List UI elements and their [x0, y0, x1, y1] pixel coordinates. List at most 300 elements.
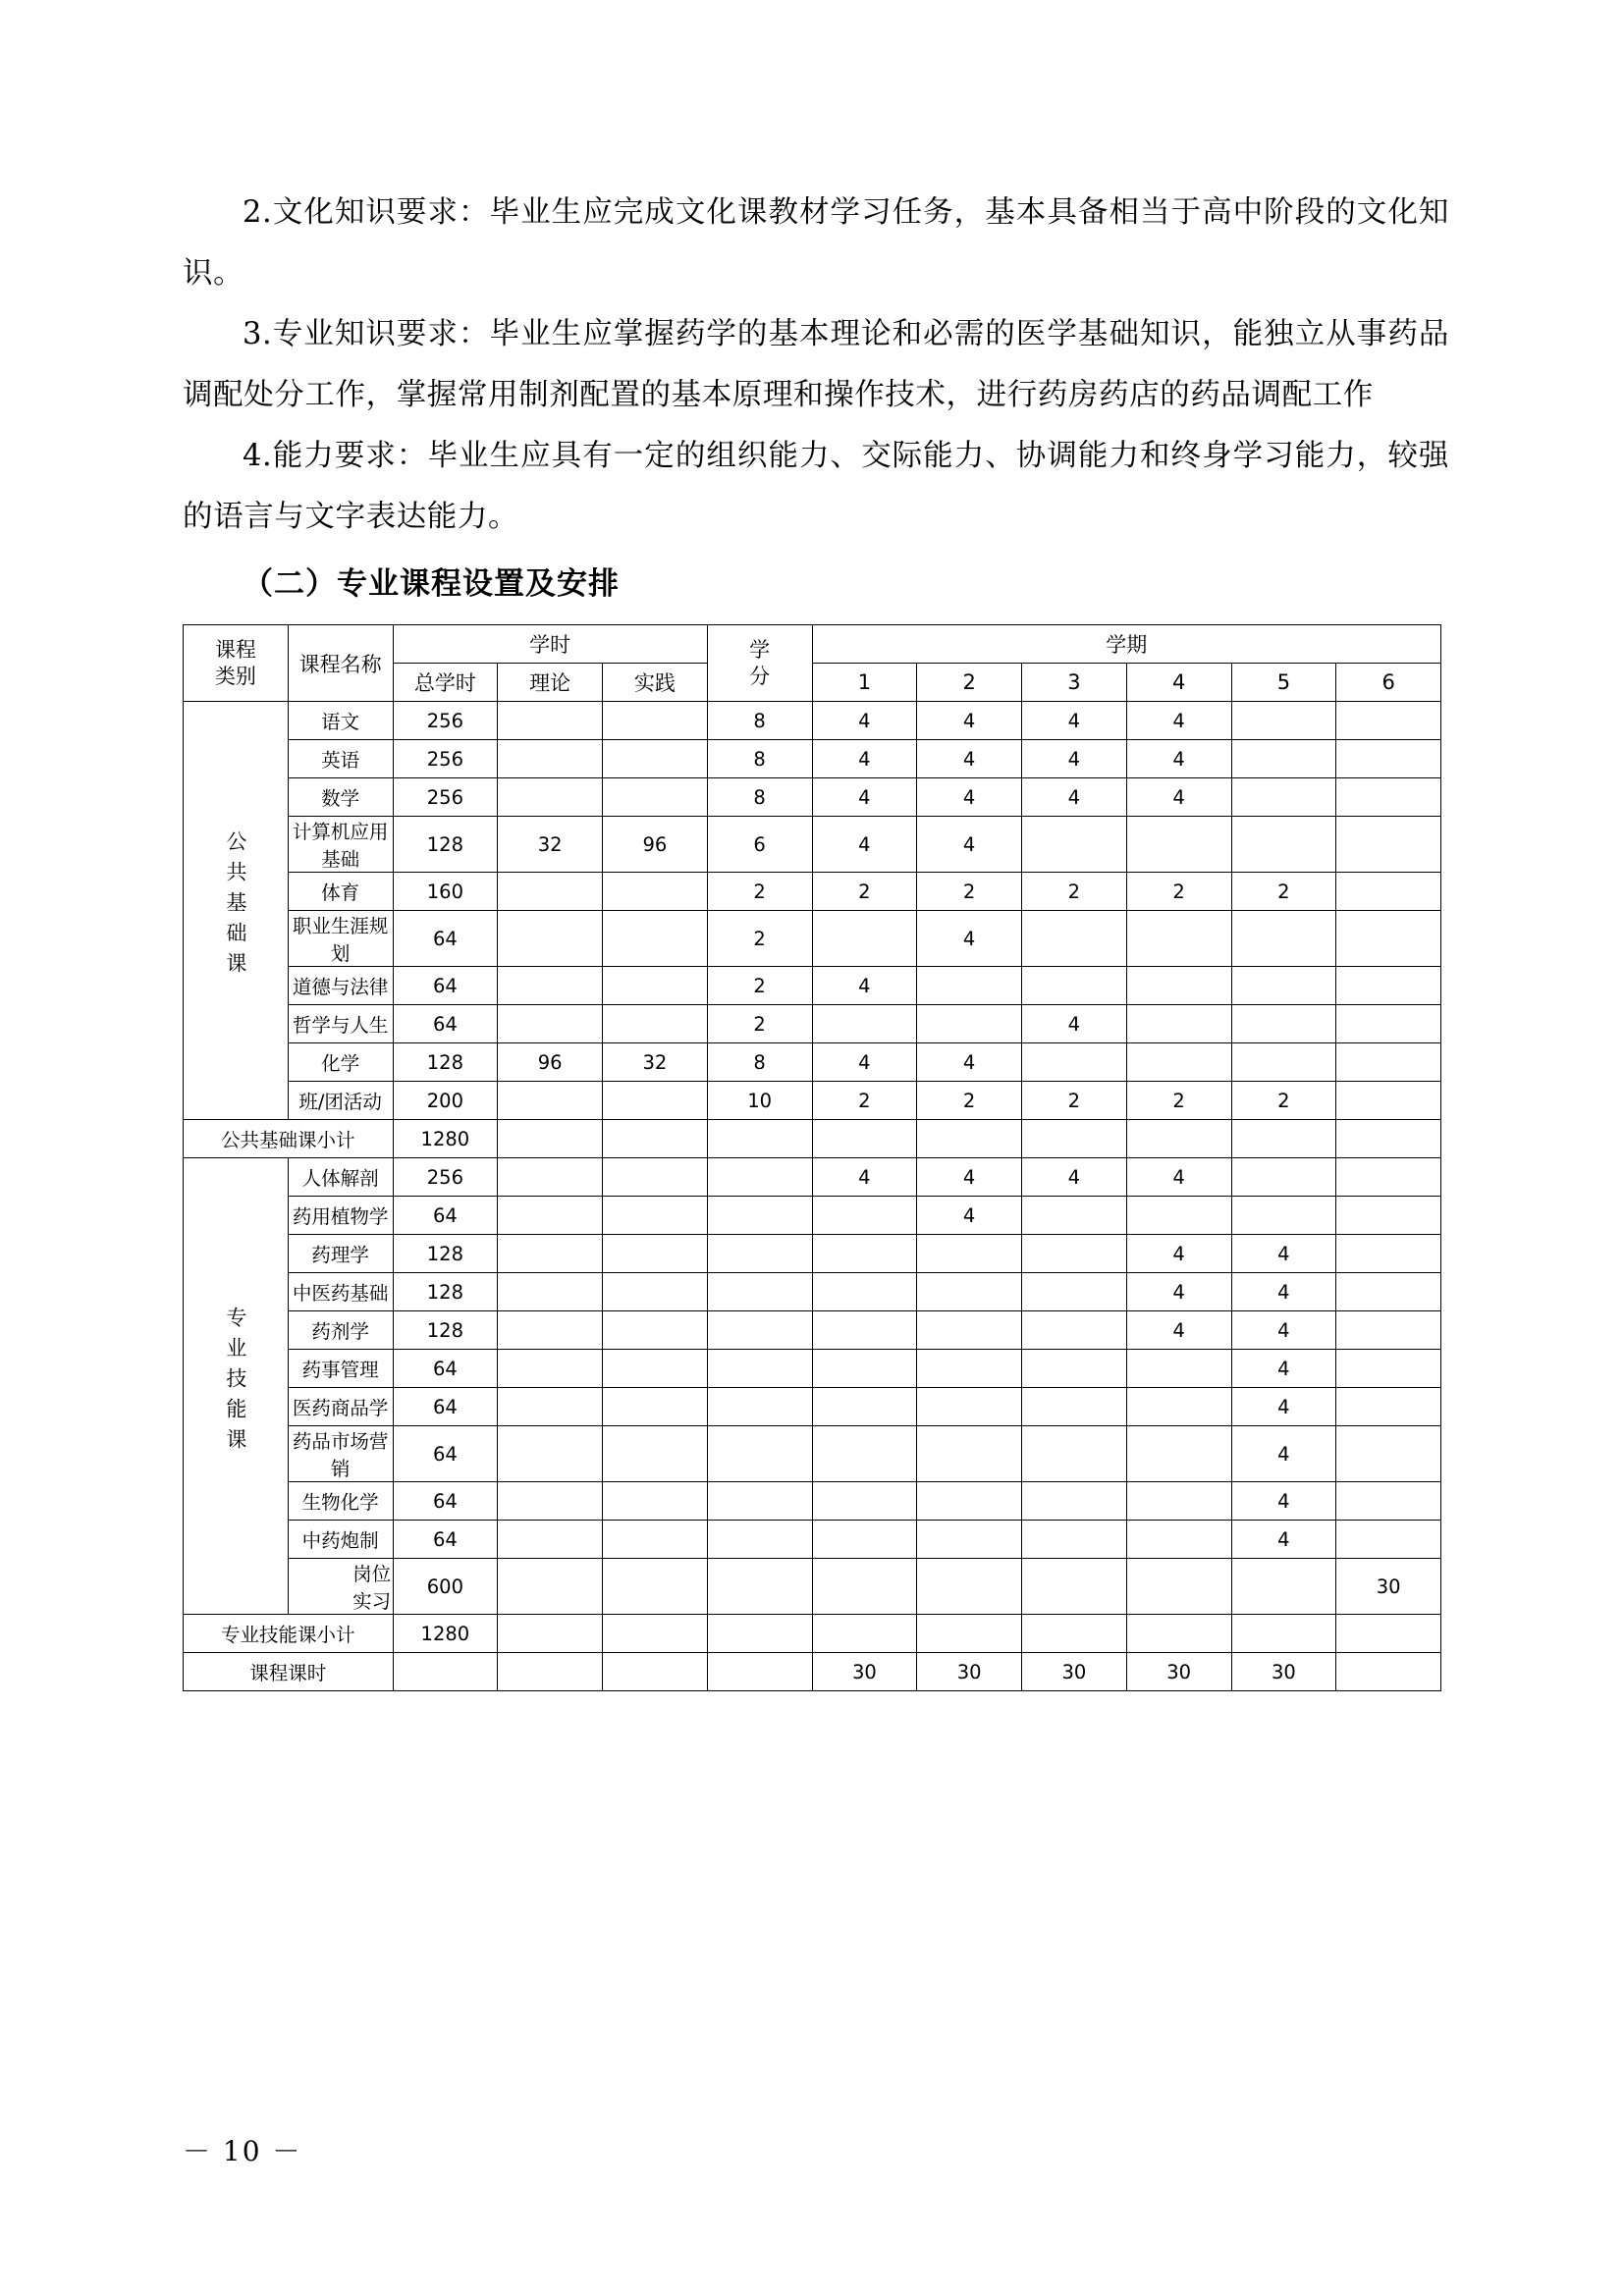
term-1-cell	[812, 1521, 917, 1559]
hours-total-cell: 64	[393, 1005, 498, 1043]
table-row	[184, 1082, 1441, 1120]
table-row	[184, 1197, 1441, 1235]
term-6-cell	[1336, 1388, 1441, 1426]
subtotal-hours-total-cell: 1280	[393, 1615, 498, 1653]
term-2-cell	[917, 1350, 1022, 1388]
subtotal-credit-cell	[707, 1120, 812, 1158]
hours-practice-cell	[603, 778, 708, 817]
term-3-cell	[1022, 1482, 1127, 1521]
table-row	[184, 1482, 1441, 1521]
header-category	[184, 625, 289, 702]
term-3-cell: 4	[1022, 702, 1127, 740]
term-2-cell	[917, 1521, 1022, 1559]
course-name-cell: 岗位实习	[288, 1559, 393, 1615]
term-2-cell	[917, 1311, 1022, 1350]
footer-term-6-cell	[1336, 1653, 1441, 1691]
subtotal-term-6-cell	[1336, 1615, 1441, 1653]
hours-practice-cell	[603, 1521, 708, 1559]
header-course-name: 课程名称	[288, 625, 393, 702]
term-2-cell: 2	[917, 873, 1022, 911]
hours-theory-cell	[498, 1388, 603, 1426]
term-3-cell	[1022, 1311, 1127, 1350]
hours-practice-cell	[603, 1350, 708, 1388]
table-row	[184, 1311, 1441, 1350]
hours-total-cell: 200	[393, 1082, 498, 1120]
table-row	[184, 1235, 1441, 1273]
course-name-cell: 药品市场营销	[288, 1426, 393, 1482]
table-header-row-1	[184, 625, 1441, 664]
term-2-cell: 4	[917, 911, 1022, 967]
term-2-cell: 4	[917, 1197, 1022, 1235]
hours-practice-cell	[603, 702, 708, 740]
hours-practice-cell	[603, 740, 708, 778]
term-1-cell: 4	[812, 740, 917, 778]
table-body	[184, 702, 1441, 1691]
header-term-1: 1	[812, 664, 917, 702]
section-heading: （二）专业课程设置及安排	[243, 566, 620, 602]
subtotal-term-3-cell	[1022, 1120, 1127, 1158]
course-name-cell: 哲学与人生	[288, 1005, 393, 1043]
category-cell-2	[184, 1158, 289, 1615]
hours-theory-cell	[498, 1235, 603, 1273]
term-5-cell	[1231, 1559, 1336, 1615]
term-2-cell	[917, 1426, 1022, 1482]
footer-term-3-cell: 30	[1022, 1653, 1127, 1691]
credit-cell: 2	[707, 911, 812, 967]
table-row	[184, 1350, 1441, 1388]
term-4-cell	[1126, 1559, 1231, 1615]
hours-practice-cell: 32	[603, 1043, 708, 1082]
credit-cell	[707, 1426, 812, 1482]
hours-practice-cell	[603, 911, 708, 967]
term-1-cell: 4	[812, 1043, 917, 1082]
term-5-cell: 2	[1231, 873, 1336, 911]
term-1-cell	[812, 1311, 917, 1350]
header-credit-line1: 学	[749, 637, 771, 662]
term-6-cell	[1336, 740, 1441, 778]
term-2-cell: 4	[917, 702, 1022, 740]
term-4-cell	[1126, 1426, 1231, 1482]
credit-cell	[707, 1197, 812, 1235]
term-4-cell: 4	[1126, 778, 1231, 817]
subtotal-hours-theory-cell	[498, 1120, 603, 1158]
hours-practice-cell	[603, 1311, 708, 1350]
term-3-cell	[1022, 1426, 1127, 1482]
hours-theory-cell	[498, 1273, 603, 1311]
term-4-cell: 4	[1126, 740, 1231, 778]
term-6-cell	[1336, 1082, 1441, 1120]
table-row	[184, 740, 1441, 778]
term-6-cell	[1336, 1273, 1441, 1311]
term-5-cell: 4	[1231, 1311, 1336, 1350]
header-term-5: 5	[1231, 664, 1336, 702]
table-row	[184, 778, 1441, 817]
term-4-cell	[1126, 1350, 1231, 1388]
category-label: 专业技能课	[223, 1306, 247, 1459]
table-row	[184, 1388, 1441, 1426]
term-3-cell: 4	[1022, 1005, 1127, 1043]
hours-theory-cell	[498, 1082, 603, 1120]
credit-cell: 2	[707, 967, 812, 1005]
term-1-cell	[812, 1197, 917, 1235]
term-1-cell	[812, 911, 917, 967]
subtotal-hours-total-cell: 1280	[393, 1120, 498, 1158]
hours-practice-cell	[603, 1005, 708, 1043]
header-category-line2: 类别	[214, 664, 256, 688]
hours-theory-cell	[498, 778, 603, 817]
term-4-cell	[1126, 911, 1231, 967]
paragraph-ability-requirements: 4.能力要求：毕业生应具有一定的组织能力、交际能力、协调能力和终身学习能力，较强的语言与文字表达能力。	[183, 439, 1449, 534]
term-6-cell	[1336, 1158, 1441, 1197]
term-3-cell: 2	[1022, 873, 1127, 911]
term-6-cell	[1336, 967, 1441, 1005]
course-name-cell: 化学	[288, 1043, 393, 1082]
course-name-cell: 语文	[288, 702, 393, 740]
hours-theory-cell	[498, 1158, 603, 1197]
subtotal-term-5-cell	[1231, 1615, 1336, 1653]
term-5-cell: 4	[1231, 1521, 1336, 1559]
term-5-cell: 4	[1231, 1235, 1336, 1273]
hours-total-cell: 256	[393, 740, 498, 778]
course-arrangement-table	[183, 624, 1441, 1691]
hours-total-cell: 128	[393, 1043, 498, 1082]
term-6-cell	[1336, 1521, 1441, 1559]
hours-theory-cell	[498, 1482, 603, 1521]
term-3-cell	[1022, 1521, 1127, 1559]
hours-practice-cell	[603, 1482, 708, 1521]
subtotal-term-4-cell	[1126, 1615, 1231, 1653]
term-6-cell	[1336, 1350, 1441, 1388]
credit-cell	[707, 1521, 812, 1559]
header-term-3: 3	[1022, 664, 1127, 702]
term-1-cell	[812, 1005, 917, 1043]
hours-theory-cell	[498, 740, 603, 778]
hours-total-cell: 64	[393, 911, 498, 967]
table-row	[184, 911, 1441, 967]
term-2-cell: 4	[917, 817, 1022, 873]
term-2-cell	[917, 967, 1022, 1005]
credit-cell: 10	[707, 1082, 812, 1120]
subtotal-term-6-cell	[1336, 1120, 1441, 1158]
term-3-cell	[1022, 1273, 1127, 1311]
header-term-6: 6	[1336, 664, 1441, 702]
table-row	[184, 1158, 1441, 1197]
credit-cell: 8	[707, 1043, 812, 1082]
term-6-cell	[1336, 1005, 1441, 1043]
course-name-cell: 药剂学	[288, 1311, 393, 1350]
term-1-cell: 4	[812, 967, 917, 1005]
table-footer-row	[184, 1653, 1441, 1691]
hours-theory-cell: 96	[498, 1043, 603, 1082]
term-6-cell	[1336, 702, 1441, 740]
table-row	[184, 1273, 1441, 1311]
hours-theory-cell	[498, 1311, 603, 1350]
hours-practice-cell	[603, 873, 708, 911]
hours-total-cell: 64	[393, 1350, 498, 1388]
footer-hours-total-cell	[393, 1653, 498, 1691]
subtotal-term-3-cell	[1022, 1615, 1127, 1653]
table-row	[184, 873, 1441, 911]
footer-term-2-cell: 30	[917, 1653, 1022, 1691]
subtotal-hours-theory-cell	[498, 1615, 603, 1653]
hours-theory-cell	[498, 1350, 603, 1388]
term-1-cell	[812, 1482, 917, 1521]
subtotal-label-cell: 公共基础课小计	[184, 1120, 394, 1158]
course-name-cell: 计算机应用基础	[288, 817, 393, 873]
term-6-cell	[1336, 1426, 1441, 1482]
subtotal-credit-cell	[707, 1615, 812, 1653]
term-2-cell	[917, 1235, 1022, 1273]
category-label: 公共基础课	[223, 830, 247, 983]
term-6-cell	[1336, 1235, 1441, 1273]
paragraph-cultural-knowledge: 2.文化知识要求：毕业生应完成文化课教材学习任务，基本具备相当于高中阶段的文化知识。	[183, 195, 1449, 291]
term-2-cell: 2	[917, 1082, 1022, 1120]
footer-term-4-cell: 30	[1126, 1653, 1231, 1691]
course-name-cell: 班/团活动	[288, 1082, 393, 1120]
table-row	[184, 1005, 1441, 1043]
header-hours-theory: 理论	[498, 664, 603, 702]
term-1-cell: 4	[812, 702, 917, 740]
table-row	[184, 817, 1441, 873]
term-1-cell: 4	[812, 817, 917, 873]
term-4-cell	[1126, 1197, 1231, 1235]
hours-practice-cell	[603, 1197, 708, 1235]
footer-hours-theory-cell	[498, 1653, 603, 1691]
term-3-cell	[1022, 1043, 1127, 1082]
term-4-cell: 2	[1126, 1082, 1231, 1120]
header-term-2: 2	[917, 664, 1022, 702]
term-3-cell	[1022, 911, 1127, 967]
subtotal-term-2-cell	[917, 1615, 1022, 1653]
term-3-cell	[1022, 1350, 1127, 1388]
term-2-cell: 4	[917, 1158, 1022, 1197]
header-credit	[707, 625, 812, 702]
term-2-cell	[917, 1273, 1022, 1311]
subtotal-term-1-cell	[812, 1615, 917, 1653]
term-6-cell	[1336, 1311, 1441, 1350]
term-5-cell	[1231, 1158, 1336, 1197]
subtotal-term-4-cell	[1126, 1120, 1231, 1158]
term-2-cell	[917, 1005, 1022, 1043]
hours-theory-cell	[498, 873, 603, 911]
footer-term-1-cell: 30	[812, 1653, 917, 1691]
footer-credit-cell	[707, 1653, 812, 1691]
hours-practice-cell	[603, 1388, 708, 1426]
term-1-cell: 4	[812, 778, 917, 817]
term-3-cell: 4	[1022, 778, 1127, 817]
paragraph-professional-knowledge: 3.专业知识要求：毕业生应掌握药学的基本理论和必需的医学基础知识，能独立从事药品调配处分工作，掌握常用制剂配置的基本原理和操作技术，进行药房药店的药品调配工作	[183, 317, 1449, 412]
term-6-cell	[1336, 778, 1441, 817]
term-5-cell	[1231, 740, 1336, 778]
table-subtotal-row	[184, 1615, 1441, 1653]
header-hours-group: 学时	[393, 625, 707, 664]
course-name-cell: 药理学	[288, 1235, 393, 1273]
subtotal-term-2-cell	[917, 1120, 1022, 1158]
course-name-cell: 数学	[288, 778, 393, 817]
table-subtotal-row	[184, 1120, 1441, 1158]
table-row	[184, 702, 1441, 740]
course-name-cell: 英语	[288, 740, 393, 778]
term-5-cell	[1231, 817, 1336, 873]
term-5-cell: 2	[1231, 1082, 1336, 1120]
term-1-cell: 2	[812, 1082, 917, 1120]
hours-practice-cell	[603, 967, 708, 1005]
term-4-cell: 4	[1126, 1273, 1231, 1311]
term-2-cell	[917, 1482, 1022, 1521]
credit-cell	[707, 1559, 812, 1615]
term-6-cell	[1336, 1043, 1441, 1082]
hours-total-cell: 128	[393, 817, 498, 873]
term-4-cell	[1126, 1388, 1231, 1426]
table-row	[184, 1426, 1441, 1482]
hours-total-cell: 256	[393, 1158, 498, 1197]
term-5-cell	[1231, 1043, 1336, 1082]
term-2-cell: 4	[917, 740, 1022, 778]
term-3-cell	[1022, 817, 1127, 873]
hours-total-cell: 256	[393, 778, 498, 817]
header-hours-total: 总学时	[393, 664, 498, 702]
hours-practice-cell	[603, 1235, 708, 1273]
hours-theory-cell	[498, 1559, 603, 1615]
term-5-cell: 4	[1231, 1482, 1336, 1521]
term-5-cell: 4	[1231, 1426, 1336, 1482]
credit-cell	[707, 1482, 812, 1521]
term-4-cell: 4	[1126, 702, 1231, 740]
table-row	[184, 1521, 1441, 1559]
hours-theory-cell	[498, 967, 603, 1005]
term-1-cell	[812, 1426, 917, 1482]
credit-cell: 2	[707, 873, 812, 911]
term-5-cell	[1231, 967, 1336, 1005]
term-4-cell	[1126, 1482, 1231, 1521]
term-5-cell: 4	[1231, 1350, 1336, 1388]
term-1-cell	[812, 1388, 917, 1426]
table-row	[184, 967, 1441, 1005]
hours-total-cell: 600	[393, 1559, 498, 1615]
header-hours-practice: 实践	[603, 664, 708, 702]
credit-cell: 2	[707, 1005, 812, 1043]
course-name-cell: 道德与法律	[288, 967, 393, 1005]
table-row	[184, 1559, 1441, 1615]
table-row	[184, 1043, 1441, 1082]
term-3-cell: 4	[1022, 740, 1127, 778]
hours-practice-cell	[603, 1273, 708, 1311]
term-2-cell: 4	[917, 1043, 1022, 1082]
hours-total-cell: 256	[393, 702, 498, 740]
course-name-cell: 中药炮制	[288, 1521, 393, 1559]
subtotal-hours-practice-cell	[603, 1615, 708, 1653]
term-5-cell: 4	[1231, 1273, 1336, 1311]
term-1-cell	[812, 1559, 917, 1615]
page-number: － 10 －	[183, 2135, 302, 2167]
term-4-cell	[1126, 817, 1231, 873]
term-3-cell: 4	[1022, 1158, 1127, 1197]
footer-hours-practice-cell	[603, 1653, 708, 1691]
hours-practice-cell	[603, 1426, 708, 1482]
subtotal-term-1-cell	[812, 1120, 917, 1158]
hours-theory-cell	[498, 702, 603, 740]
term-1-cell	[812, 1235, 917, 1273]
course-name-cell: 体育	[288, 873, 393, 911]
term-5-cell	[1231, 778, 1336, 817]
subtotal-hours-practice-cell	[603, 1120, 708, 1158]
term-1-cell	[812, 1350, 917, 1388]
course-name-cell: 人体解剖	[288, 1158, 393, 1197]
term-3-cell	[1022, 1559, 1127, 1615]
credit-cell	[707, 1311, 812, 1350]
term-3-cell	[1022, 1388, 1127, 1426]
hours-theory-cell: 32	[498, 817, 603, 873]
hours-total-cell: 64	[393, 1197, 498, 1235]
course-name-cell: 中医药基础	[288, 1273, 393, 1311]
term-5-cell	[1231, 1005, 1336, 1043]
header-category-line1: 课程	[214, 637, 256, 662]
term-6-cell	[1336, 1197, 1441, 1235]
hours-total-cell: 64	[393, 1482, 498, 1521]
credit-cell	[707, 1388, 812, 1426]
course-name-cell: 医药商品学	[288, 1388, 393, 1426]
term-4-cell: 4	[1126, 1158, 1231, 1197]
term-2-cell	[917, 1559, 1022, 1615]
hours-practice-cell: 96	[603, 817, 708, 873]
term-5-cell: 4	[1231, 1388, 1336, 1426]
hours-total-cell: 64	[393, 1426, 498, 1482]
course-name-cell: 药事管理	[288, 1350, 393, 1388]
term-2-cell	[917, 1388, 1022, 1426]
credit-cell	[707, 1235, 812, 1273]
term-6-cell	[1336, 873, 1441, 911]
subtotal-label-cell: 专业技能课小计	[184, 1615, 394, 1653]
hours-total-cell: 128	[393, 1235, 498, 1273]
term-3-cell: 2	[1022, 1082, 1127, 1120]
credit-cell: 8	[707, 702, 812, 740]
term-5-cell	[1231, 1197, 1336, 1235]
term-4-cell: 4	[1126, 1235, 1231, 1273]
term-4-cell: 4	[1126, 1311, 1231, 1350]
credit-cell	[707, 1350, 812, 1388]
hours-total-cell: 64	[393, 1388, 498, 1426]
credit-cell: 8	[707, 740, 812, 778]
header-credit-line2: 分	[749, 664, 771, 688]
course-name-cell: 药用植物学	[288, 1197, 393, 1235]
credit-cell: 8	[707, 778, 812, 817]
credit-cell: 6	[707, 817, 812, 873]
term-1-cell: 2	[812, 873, 917, 911]
term-1-cell: 4	[812, 1158, 917, 1197]
term-6-cell: 30	[1336, 1559, 1441, 1615]
hours-practice-cell	[603, 1158, 708, 1197]
hours-theory-cell	[498, 1521, 603, 1559]
term-3-cell	[1022, 1235, 1127, 1273]
term-6-cell	[1336, 911, 1441, 967]
subtotal-term-5-cell	[1231, 1120, 1336, 1158]
term-4-cell	[1126, 967, 1231, 1005]
term-3-cell	[1022, 1197, 1127, 1235]
footer-label-cell: 课程课时	[184, 1653, 394, 1691]
page-content	[183, 183, 1449, 1691]
header-term-4: 4	[1126, 664, 1231, 702]
term-5-cell	[1231, 702, 1336, 740]
hours-theory-cell	[498, 1005, 603, 1043]
hours-theory-cell	[498, 1197, 603, 1235]
table-header	[184, 625, 1441, 702]
term-4-cell	[1126, 1005, 1231, 1043]
term-6-cell	[1336, 817, 1441, 873]
hours-theory-cell	[498, 1426, 603, 1482]
hours-total-cell: 64	[393, 1521, 498, 1559]
credit-cell	[707, 1158, 812, 1197]
term-3-cell	[1022, 967, 1127, 1005]
